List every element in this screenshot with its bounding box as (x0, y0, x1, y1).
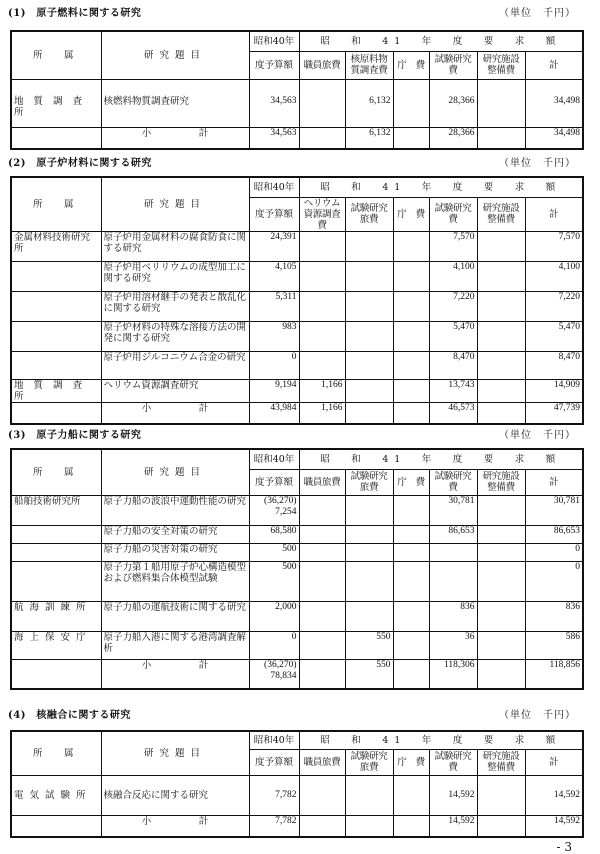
helium-cell: 1,166 (299, 379, 345, 402)
subtotal-research-travel (345, 815, 393, 837)
total-cell: 4,100 (525, 261, 583, 291)
table-row (11, 351, 583, 379)
facility-cell (477, 351, 525, 379)
facility-cell (477, 261, 525, 291)
header-facility: 研究施設整備費 (477, 469, 525, 495)
helium-cell (299, 291, 345, 321)
topic-cell: 原子力船の波浪中運動性能の研究 (101, 495, 249, 525)
budget40-cell: 24,391 (249, 231, 299, 261)
subtotal-office (393, 815, 429, 837)
staff-travel-cell (299, 631, 345, 659)
budget40-cell: 983 (249, 321, 299, 351)
header-research-travel: 試験研究旅費 (345, 197, 393, 231)
unit-label: （単位 千円） (499, 710, 576, 721)
section-title: (3) 原子力船に関する研究 (8, 430, 142, 441)
topic-cell: 原子力船の運航技術に関する研究 (101, 601, 249, 631)
section-title: (2) 原子炉材料に関する研究 (8, 158, 152, 169)
total-cell: 34,498 (525, 79, 583, 127)
nuclear-survey-cell: 6,132 (345, 79, 393, 127)
header-office: 庁 費 (393, 51, 429, 79)
subtotal-budget40: 34,563 (249, 127, 299, 149)
table-row (11, 601, 583, 631)
header-nuclear-survey: 核原料物質調査費 (345, 51, 393, 79)
subtotal-label: 小 計 (101, 659, 249, 689)
budget40-cell (249, 495, 299, 525)
office-cell (393, 561, 429, 601)
office-cell (393, 231, 429, 261)
facility-cell (477, 543, 525, 561)
header-staff-travel: 職員旅費 (299, 749, 345, 775)
org-cell (11, 261, 101, 291)
research-cell: 5,470 (429, 321, 477, 351)
topic-cell: 原子炉用金属材料の腐食防食に関する研究 (101, 231, 249, 261)
helium-cell (299, 261, 345, 291)
subtotal-label: 小 計 (101, 815, 249, 837)
org-cell (11, 525, 101, 543)
header-topic: 研究題目 (101, 449, 249, 495)
org-cell: 電気試験所 (11, 775, 101, 815)
facility-cell (477, 525, 525, 543)
total-cell: 7,570 (525, 231, 583, 261)
office-cell (393, 351, 429, 379)
total-cell: 5,470 (525, 321, 583, 351)
office-cell (393, 495, 429, 525)
header-office: 庁 費 (393, 749, 429, 775)
total-cell: 30,781 (525, 495, 583, 525)
total-cell: 14,592 (525, 775, 583, 815)
helium-cell (299, 231, 345, 261)
header-org: 所 属 (11, 449, 101, 495)
research-travel-cell (345, 291, 393, 321)
research-travel-cell (345, 379, 393, 402)
research-travel-cell (345, 495, 393, 525)
research-cell: 13,743 (429, 379, 477, 402)
topic-cell: 原子炉用溶材継手の発表と散乱化に関する研究 (101, 291, 249, 321)
office-cell (393, 261, 429, 291)
header-budget40: 度予算額 (249, 749, 299, 775)
budget40-cell: 2,000 (249, 601, 299, 631)
header-org: 所 属 (11, 177, 101, 231)
research-travel-cell (345, 775, 393, 815)
subtotal-facility (477, 402, 525, 424)
header-research: 試験研究費 (429, 51, 477, 79)
total-cell: 86,653 (525, 525, 583, 543)
research-travel-cell: 550 (345, 631, 393, 659)
budget40-cell: 7,782 (249, 775, 299, 815)
section-caption (0, 6, 600, 22)
table-row (11, 775, 583, 815)
org-cell (11, 543, 101, 561)
research-cell: 8,470 (429, 351, 477, 379)
subtotal-research: 46,573 (429, 402, 477, 424)
research-cell: 28,366 (429, 79, 477, 127)
budget40-cell: 34,563 (249, 79, 299, 127)
subtotal-budget40 (249, 659, 299, 689)
header-office: 庁 費 (393, 469, 429, 495)
helium-cell (299, 351, 345, 379)
subtotal-research-travel (345, 402, 393, 424)
subtotal-special: 6,132 (345, 127, 393, 149)
header-budget40: 度予算額 (249, 469, 299, 495)
org-cell: 地質調査所 (11, 379, 101, 402)
subtotal-row (11, 815, 583, 837)
budget-table (10, 730, 584, 838)
research-travel-cell (345, 601, 393, 631)
table-row (11, 495, 583, 525)
total-cell: 586 (525, 631, 583, 659)
section-caption (0, 156, 600, 172)
subtotal-helium: 1,166 (299, 402, 345, 424)
office-cell (393, 543, 429, 561)
budget-table (10, 448, 584, 690)
research-travel-cell (345, 321, 393, 351)
budget40-value: 7,254 (275, 506, 297, 517)
subtotal-label: 小 計 (101, 127, 249, 149)
subtotal-row (11, 127, 583, 149)
topic-cell: 原子炉用ジルコニウム合金の研究 (101, 351, 249, 379)
total-cell: 0 (525, 543, 583, 561)
table-row (11, 525, 583, 543)
budget-table (10, 176, 584, 425)
staff-travel-cell (299, 543, 345, 561)
table-row (11, 321, 583, 351)
header-office: 庁 費 (393, 197, 429, 231)
research-travel-cell (345, 231, 393, 261)
budget40-cell: 500 (249, 561, 299, 601)
facility-cell (477, 775, 525, 815)
subtotal-facility (477, 659, 525, 689)
office-cell (393, 601, 429, 631)
office-cell (393, 775, 429, 815)
org-cell (11, 561, 101, 601)
header-showa40: 昭和40年 (249, 31, 299, 51)
total-cell: 0 (525, 561, 583, 601)
research-cell (429, 543, 477, 561)
header-facility: 研究施設整備費 (477, 749, 525, 775)
total-cell: 836 (525, 601, 583, 631)
facility-cell (477, 379, 525, 402)
research-cell: 7,570 (429, 231, 477, 261)
header-staff-travel: 職員旅費 (299, 51, 345, 79)
office-cell (393, 321, 429, 351)
subtotal-row (11, 659, 583, 689)
subtotal-budget40: 43,984 (249, 402, 299, 424)
subtotal-total: 14,592 (525, 815, 583, 837)
section-caption (0, 708, 600, 724)
table-row (11, 231, 583, 261)
staff-travel-cell (299, 775, 345, 815)
header-total: 計 (525, 197, 583, 231)
table-row (11, 379, 583, 402)
staff-travel-cell (299, 601, 345, 631)
org-cell (11, 291, 101, 321)
subtotal-research: 118,306 (429, 659, 477, 689)
subtotal-total: 47,739 (525, 402, 583, 424)
topic-cell: 原子炉材料の特殊な溶接方法の開発に関する研究 (101, 321, 249, 351)
subtotal-staff (299, 659, 345, 689)
facility-cell (477, 291, 525, 321)
org-cell: 航海訓練所 (11, 601, 101, 631)
research-travel-cell (345, 261, 393, 291)
section-title: (1) 原子燃料に関する研究 (8, 8, 142, 19)
staff-travel-cell (299, 79, 345, 127)
subtotal-research: 28,366 (429, 127, 477, 149)
research-cell: 30,781 (429, 495, 477, 525)
header-staff-travel: 職員旅費 (299, 469, 345, 495)
header-showa40: 昭和40年 (249, 449, 299, 469)
office-cell (393, 525, 429, 543)
research-cell (429, 561, 477, 601)
subtotal-office (393, 402, 429, 424)
staff-travel-cell (299, 525, 345, 543)
table-row (11, 291, 583, 321)
staff-travel-cell (299, 561, 345, 601)
header-total: 計 (525, 749, 583, 775)
header-showa40: 昭和40年 (249, 177, 299, 197)
research-travel-cell (345, 561, 393, 601)
header-research: 試験研究費 (429, 197, 477, 231)
header-showa41: 昭 和 41 年 度 要 求 額 (299, 731, 583, 749)
research-travel-cell (345, 543, 393, 561)
header-budget40: 度予算額 (249, 197, 299, 231)
budget-table (10, 30, 584, 150)
subtotal-budget40: 7,782 (249, 815, 299, 837)
office-cell (393, 631, 429, 659)
budget40-cell: 68,580 (249, 525, 299, 543)
subtotal-research-travel: 550 (345, 659, 393, 689)
subtotal-label: 小 計 (101, 402, 249, 424)
total-cell: 8,470 (525, 351, 583, 379)
budget40-cell: 5,311 (249, 291, 299, 321)
facility-cell (477, 321, 525, 351)
research-cell: 36 (429, 631, 477, 659)
subtotal-budget40-value: 78,834 (270, 670, 297, 681)
org-cell (11, 351, 101, 379)
header-total: 計 (525, 469, 583, 495)
subtotal-total: 118,856 (525, 659, 583, 689)
budget40-cell: 0 (249, 351, 299, 379)
total-cell: 14,909 (525, 379, 583, 402)
header-helium-survey: ヘリウム資源調査費 (299, 197, 345, 231)
org-cell: 金属材料技術研究所 (11, 231, 101, 261)
topic-cell: 核融合反応に関する研究 (101, 775, 249, 815)
budget40-cell: 4,105 (249, 261, 299, 291)
budget40-cell: 0 (249, 631, 299, 659)
page-number: - 3 (556, 840, 572, 854)
helium-cell (299, 321, 345, 351)
header-showa41: 昭 和 41 年 度 要 求 額 (299, 449, 583, 469)
header-research-travel: 試験研究旅費 (345, 749, 393, 775)
facility-cell (477, 561, 525, 601)
subtotal-budget40-paren: (36,270) (264, 659, 297, 670)
subtotal-facility (477, 815, 525, 837)
facility-cell (477, 631, 525, 659)
facility-cell (477, 79, 525, 127)
header-facility: 研究施設整備費 (477, 197, 525, 231)
unit-label: （単位 千円） (499, 8, 576, 19)
budget40-cell: 500 (249, 543, 299, 561)
table-row (11, 561, 583, 601)
header-facility: 研究施設整備費 (477, 51, 525, 79)
research-cell: 836 (429, 601, 477, 631)
table-row (11, 79, 583, 127)
research-cell: 14,592 (429, 775, 477, 815)
facility-cell (477, 601, 525, 631)
header-showa41: 昭 和 41 年 度 要 求 額 (299, 177, 583, 197)
header-total: 計 (525, 51, 583, 79)
table-row (11, 261, 583, 291)
subtotal-total: 34,498 (525, 127, 583, 149)
section-caption (0, 428, 600, 444)
topic-cell: ヘリウム資源調査研究 (101, 379, 249, 402)
header-budget40: 度予算額 (249, 51, 299, 79)
header-research-travel: 試験研究旅費 (345, 469, 393, 495)
header-org: 所 属 (11, 731, 101, 775)
research-travel-cell (345, 351, 393, 379)
subtotal-staff (299, 127, 345, 149)
header-topic: 研究題目 (101, 31, 249, 79)
staff-travel-cell (299, 495, 345, 525)
budget40-cell: 9,194 (249, 379, 299, 402)
org-cell: 海上保安庁 (11, 631, 101, 659)
topic-cell: 原子力船の災害対策の研究 (101, 543, 249, 561)
total-cell: 7,220 (525, 291, 583, 321)
topic-cell: 原子力船入港に関する港湾調査解析 (101, 631, 249, 659)
subtotal-research: 14,592 (429, 815, 477, 837)
topic-cell: 原子力船の安全対策の研究 (101, 525, 249, 543)
subtotal-facility (477, 127, 525, 149)
research-travel-cell (345, 525, 393, 543)
header-showa41: 昭 和 41 年 度 要 求 額 (299, 31, 583, 51)
header-topic: 研究題目 (101, 731, 249, 775)
header-topic: 研究題目 (101, 177, 249, 231)
header-org: 所 属 (11, 31, 101, 79)
org-cell (11, 321, 101, 351)
subtotal-row (11, 402, 583, 424)
subtotal-office (393, 127, 429, 149)
facility-cell (477, 495, 525, 525)
table-row (11, 543, 583, 561)
office-cell (393, 291, 429, 321)
subtotal-office (393, 659, 429, 689)
topic-cell: 原子力第１船用原子炉心構造模型および燃料集合体模型試験 (101, 561, 249, 601)
org-cell: 船舶技術研究所 (11, 495, 101, 525)
header-research: 試験研究費 (429, 749, 477, 775)
research-cell: 4,100 (429, 261, 477, 291)
topic-cell: 核燃料物質調査研究 (101, 79, 249, 127)
table-row (11, 631, 583, 659)
budget40-paren: (36,270) (264, 495, 297, 506)
facility-cell (477, 231, 525, 261)
header-research: 試験研究費 (429, 469, 477, 495)
office-cell (393, 79, 429, 127)
header-showa40: 昭和40年 (249, 731, 299, 749)
research-cell: 7,220 (429, 291, 477, 321)
subtotal-staff (299, 815, 345, 837)
office-cell (393, 379, 429, 402)
research-cell: 86,653 (429, 525, 477, 543)
unit-label: （単位 千円） (499, 158, 576, 169)
section-title: (4) 核融合に関する研究 (8, 710, 131, 721)
org-cell: 地質調査所 (11, 79, 101, 127)
unit-label: （単位 千円） (499, 430, 576, 441)
topic-cell: 原子炉用ベリリウムの成型加工に関する研究 (101, 261, 249, 291)
